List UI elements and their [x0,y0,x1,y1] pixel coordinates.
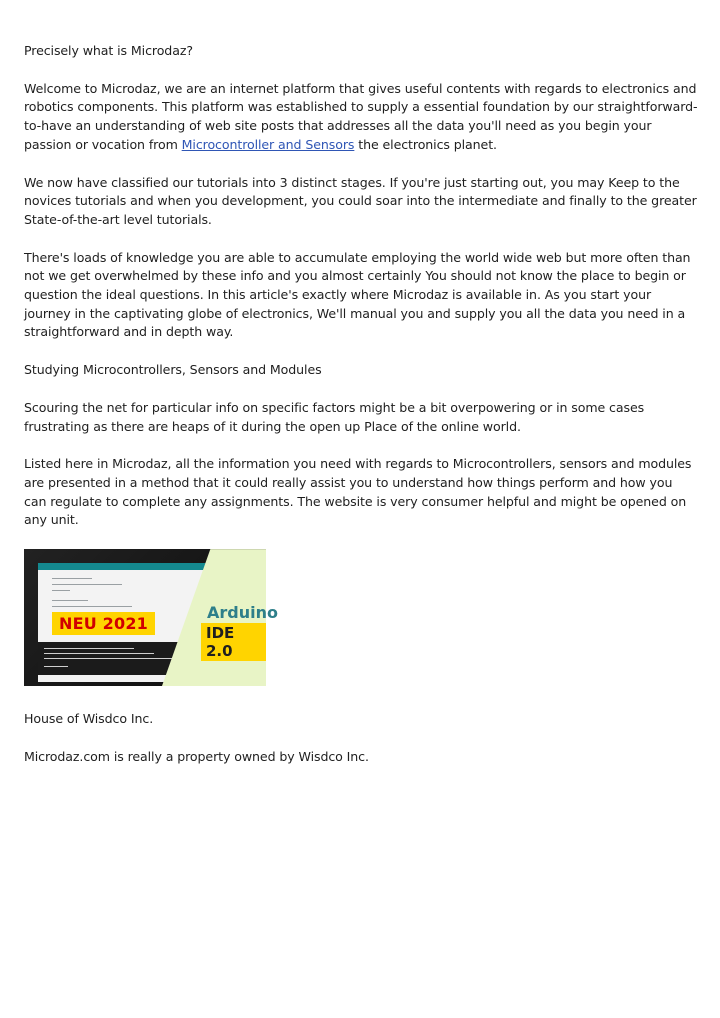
listed-paragraph: Listed here in Microdaz, all the information you need with regards to Microcontrollers, sensors and modules are presented in a method that it could really assist you to understand how things perform and how you can regulate to complete any assignments. The website is very consumer helpful and might be opened on any unit. [24,456,692,528]
scouring-paragraph: Scouring the net for particular info on specific factors might be a bit overpowering or in some cases frustrating as there are heaps of it during the open up Place of the online world. [24,399,645,434]
microcontroller-sensors-link[interactable]: Microcontroller and Sensors [181,136,355,152]
article [24,42,698,785]
arduino-title: Arduino [207,603,278,623]
neu-2021-badge: NEU 2021 [52,612,155,635]
intro-paragraph [24,80,698,155]
ide-version-badge: IDE 2.0 [201,623,266,661]
footer-company: House of Wisdco Inc. [24,711,154,727]
footer-ownership: Microdaz.com is really a property owned by Wisdco Inc. [24,748,369,764]
intro-text: Welcome to Microdaz, we are an internet platform that gives useful contents with regards to electronics and robotics components. This platform was established to supply a essential foundation by our straightforward-to-have an understanding of web site posts that addresses all the data you'll need as you begin your passion or vocation from [24,80,698,152]
section-subheading: Studying Microcontrollers, Sensors and Modules [24,362,322,378]
intro-text-end: the electronics planet. [354,136,497,152]
stages-paragraph: We now have classified our tutorials into 3 distinct stages. If you're just starting out, you may Keep to the novices tutorials and when you development, you could soar into the intermediate and finally to the greater State-of-the-art level tutorials. [24,174,697,227]
arduino-ide-image [24,549,278,686]
knowledge-paragraph: There's loads of knowledge you are able to accumulate employing the world wide web but more often than not we get overwhelmed by these info and you almost certainly You should not know the place to begin or question the ideal questions. In this article's exactly where Microdaz is available in. As you start your journey in the captivating globe of electronics, We'll manual you and supply you all the data you need in a straightforward and in depth way. [24,249,691,340]
article-heading: Precisely what is Microdaz? [24,43,193,58]
